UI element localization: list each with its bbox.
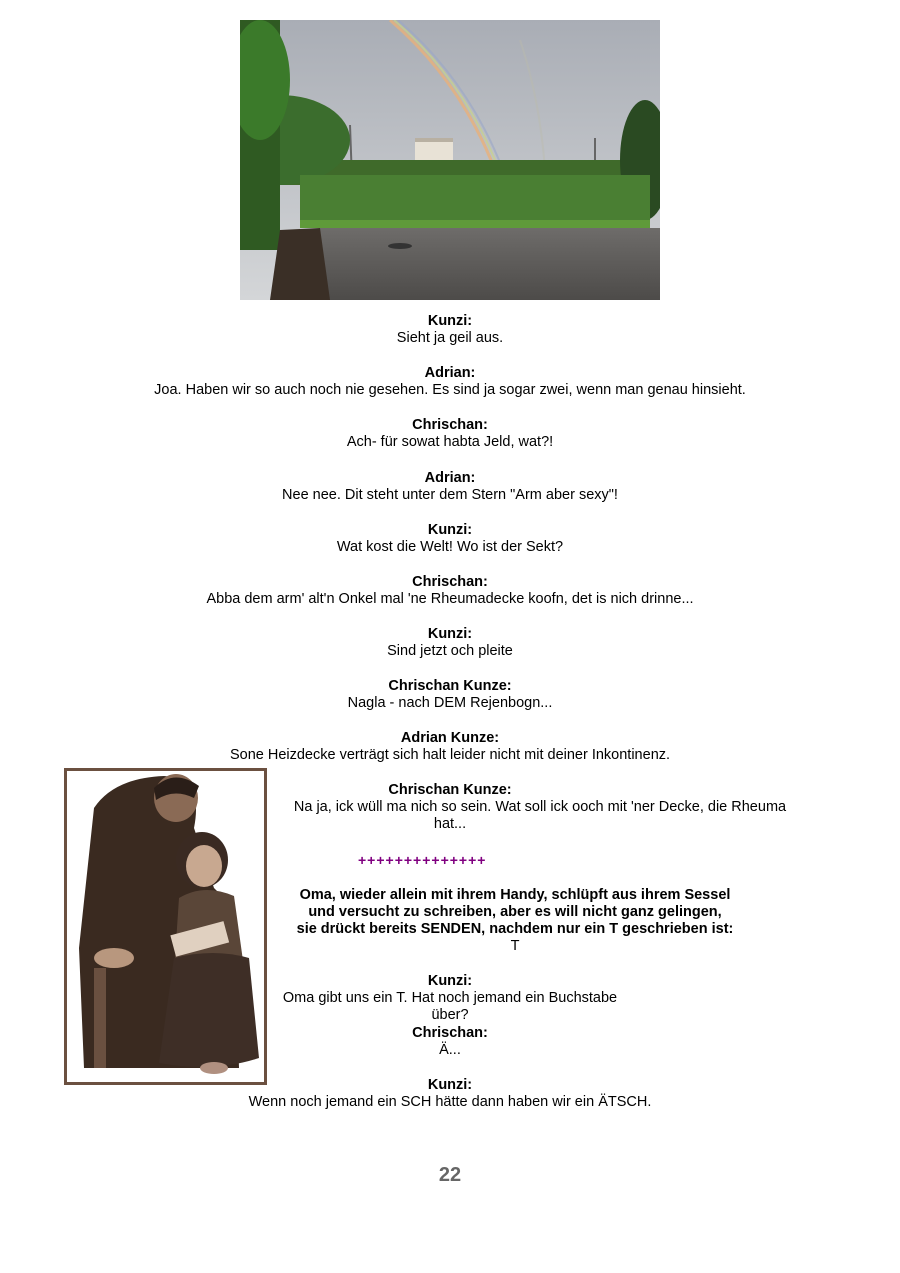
speaker-name: Kunzi: [427, 522, 473, 538]
page-number: 22 [438, 1164, 462, 1186]
dialogue-line: hat... [433, 816, 467, 832]
speaker-name: Kunzi: [427, 973, 473, 989]
dialogue-line: Wat kost die Welt! Wo ist der Sekt? [336, 539, 564, 555]
speaker-name: Adrian: [424, 365, 476, 381]
dialogue-block [0, 417, 900, 451]
rainbow-photo [240, 20, 660, 300]
dialogue-line: Nagla - nach DEM Rejenbogn... [347, 695, 553, 711]
dialogue-line: Wenn noch jemand ein SCH hätte dann haben wir ein ÄTSCH. [248, 1094, 652, 1110]
typed-character: T [510, 938, 520, 954]
dialogue-line: Joa. Haben wir so auch noch nie gesehen. Es sind ja sogar zwei, wenn man genau hinsieht. [154, 382, 746, 398]
dialogue-line: Sieht ja geil aus. [396, 330, 504, 346]
dialogue-line: Sind jetzt och pleite [387, 643, 513, 659]
dialogue-block [0, 1077, 900, 1111]
speaker-name: Adrian Kunze: [400, 730, 500, 746]
dialogue-block-text [270, 816, 630, 833]
dialogue-line: Nee nee. Dit steht unter dem Stern "Arm aber sexy"! [282, 487, 618, 503]
dialogue-block [0, 626, 900, 660]
dialogue-block [0, 522, 900, 556]
speaker-name: Adrian: [424, 470, 476, 486]
scene-separator: ++++++++++++++ [358, 852, 487, 868]
dialogue-line: Sone Heizdecke verträgt sich halt leider nicht mit deiner Inkontinenz. [229, 747, 671, 763]
dialogue-block [270, 782, 630, 799]
dialogue-block [0, 678, 900, 712]
dialogue-line: Ä... [439, 1042, 461, 1058]
dialogue-block [0, 574, 900, 608]
speaker-name: Kunzi: [427, 1077, 473, 1093]
dialogue-line: Abba dem arm' alt'n Onkel mal 'ne Rheumadecke koofn, det is nich drinne... [206, 591, 694, 607]
speaker-name: Kunzi: [427, 313, 473, 329]
dialogue-block [270, 973, 630, 990]
dialogue-block [270, 1025, 630, 1059]
stage-direction-line: und versucht zu schreiben, aber es will nicht ganz gelingen, [308, 904, 722, 920]
dialogue-block-text [270, 799, 810, 816]
dialogue-block-text [270, 990, 630, 1024]
speaker-name: Chrischan Kunze: [388, 678, 512, 694]
speaker-name: Kunzi: [427, 626, 473, 642]
speaker-name: Chrischan Kunze: [388, 782, 512, 798]
speaker-name: Chrischan: [412, 417, 488, 433]
sepia-couple-photo [64, 768, 267, 1085]
dialogue-block [0, 365, 900, 399]
dialogue-line: Oma gibt uns ein T. Hat noch jemand ein Buchstabe über? [282, 990, 618, 1023]
dialogue-block [0, 470, 900, 504]
dialogue-block [0, 313, 900, 347]
speaker-name: Chrischan: [412, 574, 488, 590]
stage-direction-line: sie drückt bereits SENDEN, nachdem nur ein T geschrieben ist: [296, 921, 734, 937]
stage-direction [270, 887, 760, 955]
dialogue-line: Na ja, ick wüll ma nich so sein. Wat soll ick ooch mit 'ner Decke, die Rheuma [293, 799, 787, 815]
dialogue-line: Ach- für sowat habta Jeld, wat?! [346, 434, 554, 450]
dialogue-block [0, 730, 900, 764]
speaker-name: Chrischan: [412, 1025, 488, 1041]
stage-direction-line: Oma, wieder allein mit ihrem Handy, schlüpft aus ihrem Sessel [299, 887, 731, 903]
